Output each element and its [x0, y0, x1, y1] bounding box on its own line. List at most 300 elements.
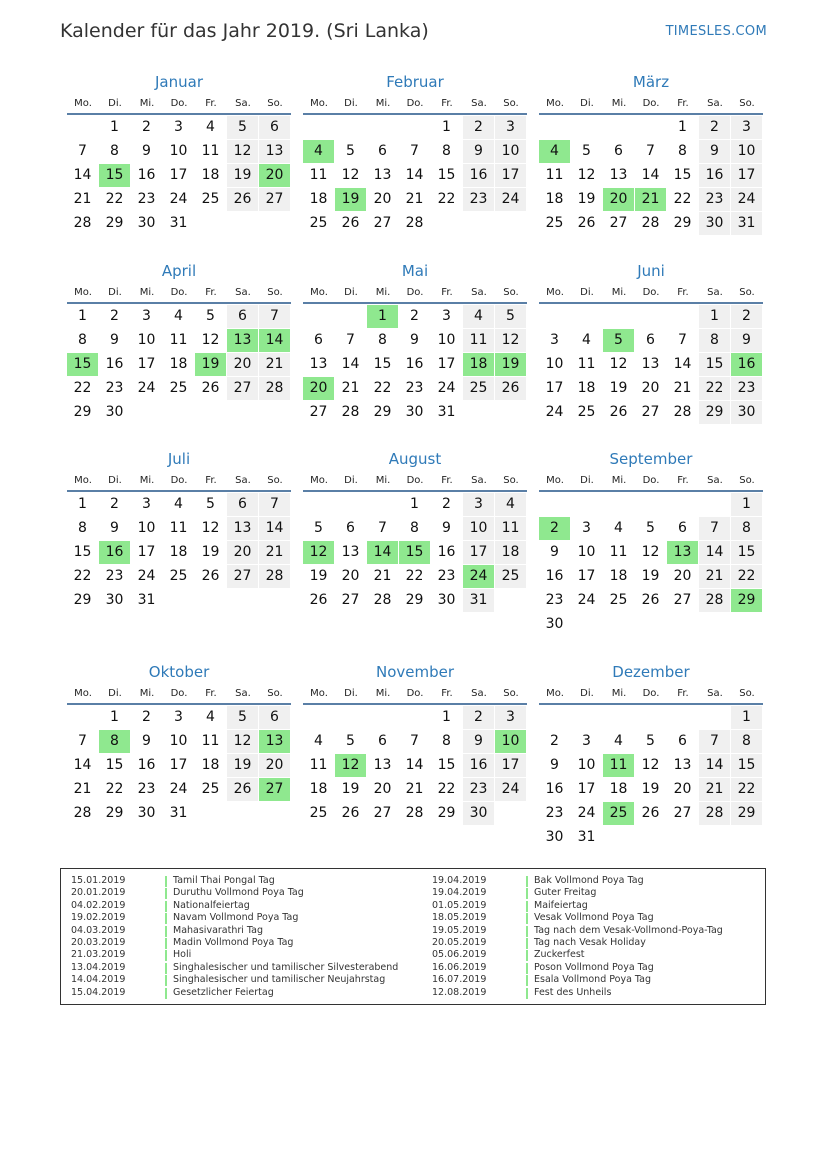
empty-cell — [667, 305, 698, 328]
day-cell: 8 — [78, 332, 87, 348]
weekday-label: Fr. — [677, 688, 689, 699]
day-cell: 10 — [731, 140, 762, 163]
day-cell: 10 — [577, 757, 596, 773]
holiday-entry — [71, 900, 398, 912]
day-cell: 25 — [309, 215, 328, 231]
weekday-label: Fr. — [441, 98, 453, 109]
weekday-label: Mi. — [375, 98, 391, 109]
month-name: August — [388, 450, 442, 468]
weekday-label: So. — [739, 688, 755, 699]
empty-cell — [67, 116, 98, 139]
holiday-column-left — [71, 875, 398, 999]
weekday-label: Di. — [108, 475, 122, 486]
holiday-marker — [526, 975, 528, 986]
day-cell: 2 — [410, 308, 419, 324]
holiday-marker — [165, 913, 167, 924]
day-cell: 25 — [201, 191, 220, 207]
day-cell: 18 — [169, 544, 188, 560]
day-cell: 9 — [442, 520, 451, 536]
day-cell: 7 — [410, 733, 419, 749]
day-cell: 19 — [609, 380, 628, 396]
weekday-label: Fr. — [441, 688, 453, 699]
weekday-label: Di. — [344, 98, 358, 109]
day-cell: 23 — [545, 592, 564, 608]
holiday-marker — [165, 888, 167, 899]
day-cell: 17 — [169, 757, 188, 773]
day-cell: 2 — [142, 119, 151, 135]
day-cell: 16 — [545, 568, 564, 584]
day-cell: 24 — [137, 380, 156, 396]
day-cell: 25 — [463, 377, 494, 400]
weekday-label: Sa. — [707, 475, 723, 486]
day-cell: 26 — [341, 805, 360, 821]
day-cell: 18 — [169, 356, 188, 372]
weekday-label: So. — [739, 287, 755, 298]
day-cell: 12 — [201, 520, 220, 536]
day-cell: 8 — [699, 329, 730, 352]
month-calendar — [67, 662, 291, 826]
holiday-name: Tag nach Vesak Holiday — [534, 936, 646, 948]
month-name: Juni — [637, 262, 665, 280]
holiday-entry — [432, 962, 723, 974]
weekday-label: Mo. — [546, 287, 564, 298]
day-cell: 4 — [314, 733, 323, 749]
day-cell: 7 — [678, 332, 687, 348]
day-cell: 31 — [169, 215, 188, 231]
day-cell: 9 — [110, 332, 119, 348]
day-cell: 24 — [437, 380, 456, 396]
holiday-day-cell: 13 — [227, 329, 258, 352]
empty-cell — [603, 493, 634, 516]
day-grid — [303, 493, 527, 613]
day-cell: 26 — [495, 377, 526, 400]
day-cell: 20 — [227, 541, 258, 564]
day-cell: 3 — [495, 116, 526, 139]
holiday-day-cell: 4 — [303, 140, 334, 163]
day-cell: 29 — [673, 215, 692, 231]
brand-logo[interactable]: TIMESLES.COM — [665, 24, 767, 39]
day-cell: 23 — [137, 191, 156, 207]
day-cell: 5 — [314, 520, 323, 536]
day-cell: 6 — [259, 706, 290, 729]
holiday-day-cell: 24 — [463, 565, 494, 588]
holiday-name: Zuckerfest — [534, 949, 585, 961]
day-grid — [539, 706, 763, 850]
weekday-label: So. — [503, 287, 519, 298]
weekday-header — [67, 472, 291, 492]
day-cell: 22 — [105, 781, 124, 797]
day-cell: 16 — [463, 754, 494, 777]
day-cell: 30 — [137, 805, 156, 821]
day-cell: 15 — [731, 754, 762, 777]
weekday-label: Di. — [108, 98, 122, 109]
day-cell: 13 — [341, 544, 360, 560]
day-cell: 2 — [463, 116, 494, 139]
day-cell: 2 — [110, 308, 119, 324]
day-cell: 11 — [577, 356, 596, 372]
month-calendar — [67, 72, 291, 236]
weekday-label: Sa. — [707, 287, 723, 298]
day-cell: 13 — [227, 517, 258, 540]
day-cell: 7 — [259, 305, 290, 328]
day-cell: 22 — [437, 781, 456, 797]
day-cell: 18 — [609, 781, 628, 797]
day-cell: 20 — [259, 754, 290, 777]
day-cell: 4 — [495, 493, 526, 516]
day-grid — [67, 116, 291, 236]
empty-cell — [571, 305, 602, 328]
day-cell: 17 — [437, 356, 456, 372]
weekday-label: So. — [503, 98, 519, 109]
holiday-day-cell: 10 — [495, 730, 526, 753]
holiday-name: Mahasivarathri Tag — [173, 924, 264, 936]
day-cell: 30 — [731, 401, 762, 424]
holiday-name: Fest des Unheils — [534, 986, 612, 998]
holiday-date: 12.08.2019 — [432, 986, 487, 998]
day-cell: 31 — [731, 212, 762, 235]
weekday-header — [539, 472, 763, 492]
holiday-marker — [165, 926, 167, 937]
day-cell: 7 — [699, 517, 730, 540]
holiday-entry — [432, 900, 723, 912]
day-cell: 27 — [641, 404, 660, 420]
weekday-label: Mi. — [611, 98, 627, 109]
holiday-entry — [71, 875, 398, 887]
day-cell: 31 — [577, 829, 596, 845]
month-name: Februar — [386, 73, 444, 91]
weekday-header — [303, 284, 527, 304]
weekday-label: Fr. — [677, 475, 689, 486]
day-cell: 26 — [201, 380, 220, 396]
empty-cell — [303, 116, 334, 139]
holiday-day-cell: 15 — [99, 164, 130, 187]
holiday-date: 20.01.2019 — [71, 887, 126, 899]
day-cell: 25 — [201, 781, 220, 797]
day-cell: 24 — [137, 568, 156, 584]
day-cell: 5 — [206, 496, 215, 512]
day-cell: 4 — [206, 119, 215, 135]
day-cell: 6 — [314, 332, 323, 348]
day-cell: 3 — [174, 709, 183, 725]
day-cell: 19 — [227, 164, 258, 187]
empty-cell — [303, 706, 334, 729]
day-cell: 18 — [545, 191, 564, 207]
day-cell: 26 — [227, 188, 258, 211]
day-cell: 20 — [341, 568, 360, 584]
holiday-day-cell: 14 — [259, 329, 290, 352]
weekday-label: Mo. — [310, 98, 328, 109]
holiday-day-cell: 25 — [603, 802, 634, 825]
weekday-label: Do. — [406, 287, 424, 298]
day-cell: 3 — [142, 496, 151, 512]
day-cell: 22 — [437, 191, 456, 207]
weekday-label: Di. — [108, 287, 122, 298]
day-cell: 4 — [582, 332, 591, 348]
day-cell: 25 — [545, 215, 564, 231]
holiday-date: 19.02.2019 — [71, 912, 126, 924]
day-cell: 26 — [341, 215, 360, 231]
holiday-entry — [71, 887, 398, 899]
weekday-label: Mo. — [74, 98, 92, 109]
holiday-marker — [165, 938, 167, 949]
day-cell: 30 — [699, 212, 730, 235]
day-cell: 4 — [206, 709, 215, 725]
day-cell: 24 — [577, 592, 596, 608]
day-cell: 12 — [641, 544, 660, 560]
holiday-marker — [526, 963, 528, 974]
day-grid — [539, 116, 763, 236]
day-cell: 14 — [699, 754, 730, 777]
day-cell: 19 — [227, 754, 258, 777]
holiday-date: 19.04.2019 — [432, 887, 487, 899]
day-cell: 26 — [641, 805, 660, 821]
empty-cell — [571, 706, 602, 729]
holiday-date: 04.03.2019 — [71, 924, 126, 936]
holiday-name: Gesetzlicher Feiertag — [173, 986, 274, 998]
weekday-label: Mi. — [139, 475, 155, 486]
month-name: April — [161, 262, 197, 280]
weekday-label: Di. — [580, 688, 594, 699]
empty-cell — [635, 116, 666, 139]
day-cell: 3 — [174, 119, 183, 135]
weekday-header — [539, 284, 763, 304]
day-cell: 28 — [259, 565, 290, 588]
weekday-label: Mo. — [74, 475, 92, 486]
day-cell: 18 — [309, 781, 328, 797]
weekday-label: Mo. — [546, 688, 564, 699]
weekday-label: Do. — [642, 475, 660, 486]
day-cell: 1 — [678, 119, 687, 135]
weekday-label: Di. — [344, 475, 358, 486]
empty-cell — [303, 305, 334, 328]
day-cell: 5 — [346, 733, 355, 749]
day-cell: 28 — [341, 404, 360, 420]
day-cell: 1 — [110, 709, 119, 725]
day-cell: 7 — [259, 493, 290, 516]
day-cell: 27 — [609, 215, 628, 231]
day-cell: 14 — [673, 356, 692, 372]
weekday-label: Di. — [344, 287, 358, 298]
holiday-date: 20.03.2019 — [71, 936, 126, 948]
day-cell: 29 — [731, 802, 762, 825]
day-cell: 20 — [641, 380, 660, 396]
empty-cell — [603, 305, 634, 328]
day-cell: 28 — [405, 805, 424, 821]
day-cell: 17 — [495, 164, 526, 187]
day-cell: 11 — [309, 167, 328, 183]
weekday-label: Di. — [344, 688, 358, 699]
day-cell: 21 — [341, 380, 360, 396]
day-cell: 24 — [731, 188, 762, 211]
day-cell: 3 — [731, 116, 762, 139]
day-cell: 22 — [731, 778, 762, 801]
holiday-date: 14.04.2019 — [71, 974, 126, 986]
weekday-label: Do. — [642, 287, 660, 298]
empty-cell — [367, 706, 398, 729]
weekday-label: Di. — [580, 98, 594, 109]
day-cell: 9 — [110, 520, 119, 536]
day-cell: 1 — [699, 305, 730, 328]
day-cell: 15 — [437, 167, 456, 183]
day-cell: 23 — [699, 188, 730, 211]
holiday-day-cell: 27 — [259, 778, 290, 801]
month-calendar — [303, 261, 527, 425]
day-cell: 15 — [105, 757, 124, 773]
weekday-label: Do. — [170, 287, 188, 298]
holiday-marker — [526, 913, 528, 924]
holiday-day-cell: 16 — [99, 541, 130, 564]
day-cell: 20 — [673, 781, 692, 797]
weekday-label: Sa. — [235, 287, 251, 298]
day-cell: 17 — [577, 781, 596, 797]
holiday-day-cell: 16 — [731, 353, 762, 376]
weekday-label: Mi. — [139, 688, 155, 699]
holiday-day-cell: 20 — [303, 377, 334, 400]
day-cell: 21 — [699, 778, 730, 801]
day-cell: 17 — [463, 541, 494, 564]
holiday-day-cell: 8 — [99, 730, 130, 753]
weekday-label: Fr. — [205, 475, 217, 486]
month-calendar — [539, 662, 763, 850]
day-cell: 27 — [259, 188, 290, 211]
holiday-name: Tamil Thai Pongal Tag — [173, 875, 275, 886]
holiday-date: 16.06.2019 — [432, 961, 487, 973]
day-cell: 12 — [609, 356, 628, 372]
holiday-name: Vesak Vollmond Poya Tag — [534, 912, 654, 924]
day-cell: 29 — [699, 401, 730, 424]
day-cell: 11 — [545, 167, 564, 183]
weekday-label: So. — [739, 475, 755, 486]
month-name: Oktober — [148, 663, 210, 681]
day-cell: 27 — [673, 805, 692, 821]
day-cell: 10 — [169, 733, 188, 749]
day-cell: 12 — [641, 757, 660, 773]
day-cell: 11 — [169, 332, 188, 348]
weekday-header — [303, 685, 527, 705]
day-cell: 23 — [545, 805, 564, 821]
day-cell: 23 — [437, 568, 456, 584]
day-cell: 9 — [142, 733, 151, 749]
day-cell: 21 — [699, 565, 730, 588]
day-cell: 14 — [405, 757, 424, 773]
day-cell: 8 — [731, 517, 762, 540]
day-cell: 14 — [405, 167, 424, 183]
weekday-label: Sa. — [471, 475, 487, 486]
day-cell: 5 — [646, 733, 655, 749]
day-cell: 26 — [201, 568, 220, 584]
holiday-day-cell: 21 — [635, 188, 666, 211]
day-cell: 2 — [442, 496, 451, 512]
day-cell: 16 — [137, 167, 156, 183]
empty-cell — [603, 706, 634, 729]
day-cell: 20 — [373, 781, 392, 797]
empty-cell — [635, 706, 666, 729]
day-grid — [67, 706, 291, 826]
holiday-day-cell: 19 — [195, 353, 226, 376]
day-cell: 18 — [201, 167, 220, 183]
weekday-label: Fr. — [205, 98, 217, 109]
weekday-label: So. — [267, 287, 283, 298]
month-name: März — [632, 73, 670, 91]
holiday-date: 15.01.2019 — [71, 875, 126, 886]
holiday-entry — [71, 912, 398, 924]
day-cell: 31 — [437, 404, 456, 420]
holiday-day-cell: 4 — [539, 140, 570, 163]
weekday-label: Mo. — [310, 688, 328, 699]
weekday-label: So. — [739, 98, 755, 109]
day-cell: 12 — [227, 730, 258, 753]
day-cell: 21 — [373, 568, 392, 584]
day-cell: 17 — [731, 164, 762, 187]
day-cell: 14 — [699, 541, 730, 564]
day-cell: 15 — [731, 541, 762, 564]
month-name: Mai — [401, 262, 429, 280]
day-cell: 31 — [169, 805, 188, 821]
day-cell: 27 — [309, 404, 328, 420]
day-cell: 12 — [577, 167, 596, 183]
holiday-day-cell: 14 — [367, 541, 398, 564]
day-cell: 16 — [437, 544, 456, 560]
holiday-name: Maifeiertag — [534, 899, 588, 911]
day-cell: 24 — [577, 805, 596, 821]
day-cell: 22 — [105, 191, 124, 207]
empty-cell — [539, 305, 570, 328]
day-cell: 5 — [646, 520, 655, 536]
holiday-marker — [165, 988, 167, 999]
day-cell: 1 — [731, 706, 762, 729]
day-cell: 10 — [577, 544, 596, 560]
holiday-marker — [526, 876, 528, 887]
holiday-entry — [71, 962, 398, 974]
day-cell: 29 — [73, 404, 92, 420]
day-cell: 6 — [378, 733, 387, 749]
day-cell: 1 — [110, 119, 119, 135]
day-cell: 14 — [73, 167, 92, 183]
day-cell: 1 — [442, 709, 451, 725]
weekday-label: Do. — [170, 475, 188, 486]
day-cell: 28 — [405, 215, 424, 231]
holiday-day-cell: 29 — [731, 589, 762, 612]
day-cell: 16 — [545, 781, 564, 797]
weekday-label: So. — [267, 98, 283, 109]
holiday-entry — [432, 925, 723, 937]
day-cell: 29 — [437, 805, 456, 821]
holiday-day-cell: 19 — [495, 353, 526, 376]
day-cell: 28 — [73, 805, 92, 821]
day-cell: 26 — [227, 778, 258, 801]
empty-cell — [335, 116, 366, 139]
day-cell: 12 — [227, 140, 258, 163]
holiday-entry — [71, 937, 398, 949]
day-grid — [303, 706, 527, 826]
weekday-label: Fr. — [677, 287, 689, 298]
day-cell: 22 — [373, 380, 392, 396]
day-grid — [67, 305, 291, 425]
day-cell: 9 — [142, 143, 151, 159]
day-cell: 6 — [678, 733, 687, 749]
empty-cell — [539, 706, 570, 729]
day-cell: 25 — [169, 568, 188, 584]
day-cell: 7 — [646, 143, 655, 159]
day-cell: 28 — [699, 589, 730, 612]
holiday-entry — [71, 987, 398, 999]
day-cell: 21 — [73, 191, 92, 207]
day-grid — [303, 305, 527, 425]
day-cell: 8 — [410, 520, 419, 536]
day-cell: 3 — [582, 733, 591, 749]
holiday-marker — [526, 926, 528, 937]
empty-cell — [667, 706, 698, 729]
